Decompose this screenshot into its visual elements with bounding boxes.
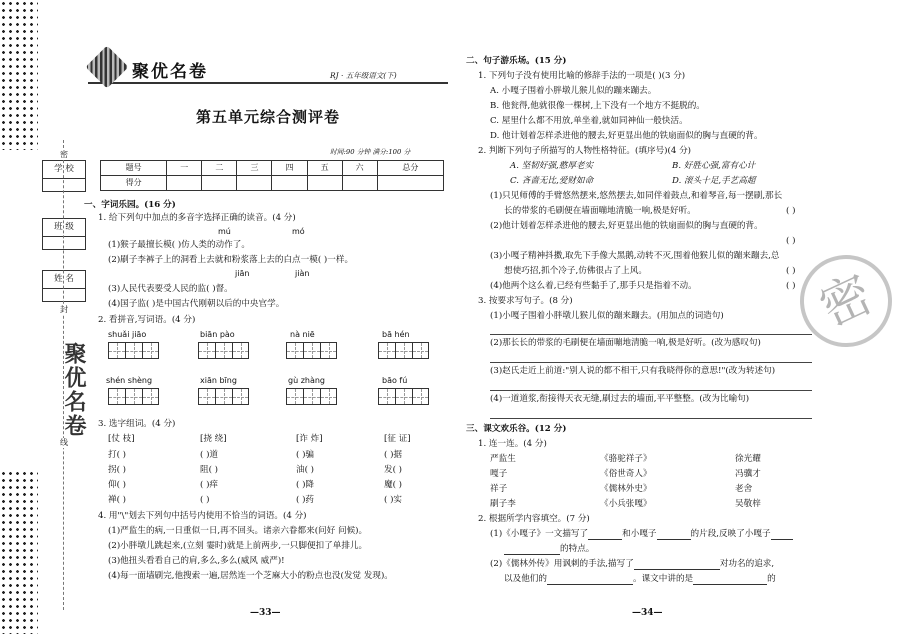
score-header: 三 xyxy=(237,161,272,176)
question-2-2-item-1-cont: 长的带浆的毛刷便在墙面嘣地清脆一响,极是好听。 xyxy=(504,206,696,216)
match-right-item[interactable]: 吴敬梓 xyxy=(735,499,761,509)
fill-item[interactable]: ( )实 xyxy=(384,495,403,505)
question-1-1: 1. 给下列句中加点的多音字选择正确的读音。(4 分) xyxy=(98,213,296,223)
question-2-2: 2. 判断下列句子所描写的人物性格特征。(填序号)(4 分) xyxy=(478,146,692,156)
blank[interactable] xyxy=(547,576,633,585)
match-mid-item[interactable]: 《小兵张嘎》 xyxy=(600,499,652,509)
blank[interactable] xyxy=(634,561,720,570)
char-group: [挠 绕] xyxy=(200,434,227,444)
fill-item[interactable]: 打( ) xyxy=(108,450,127,460)
confidential-stamp: 密 xyxy=(785,240,900,362)
blank[interactable] xyxy=(588,531,622,540)
option-a: A. 小嘎子围着小胖墩儿猴儿似的蹦来蹦去。 xyxy=(490,86,657,96)
score-header: 二 xyxy=(202,161,237,176)
blank[interactable] xyxy=(504,546,560,555)
score-cell[interactable] xyxy=(202,176,237,191)
match-right-item[interactable]: 老舍 xyxy=(735,484,753,494)
decorative-dot-pattern-bottom xyxy=(0,470,38,634)
fill-text: (1)《小嘎子》一文描写了 xyxy=(490,529,589,539)
fill-text: (2)《儒林外传》用讽刺的手法,描写了 xyxy=(490,559,634,569)
score-header: 一 xyxy=(167,161,202,176)
score-cell[interactable] xyxy=(377,176,443,191)
char-group: [征 证] xyxy=(384,434,411,444)
writing-grid[interactable] xyxy=(108,342,159,359)
seal-char-xian: 线 xyxy=(60,438,68,447)
fill-item[interactable]: ( )降 xyxy=(296,480,315,490)
answer-line[interactable] xyxy=(490,362,812,363)
pinyin-label: biān pào xyxy=(200,330,235,339)
match-left-item[interactable]: 严监生 xyxy=(490,454,516,464)
pinyin-label: shén shèng xyxy=(106,376,153,385)
fill-item[interactable]: ( )道 xyxy=(200,450,219,460)
series-label: RJ · 五年级语文(下) xyxy=(330,71,397,80)
pinyin-label: bā hén xyxy=(382,330,410,339)
question-1-1-item-2: (2)刷子李裤子上的洞看上去就和粉浆落上去的白点一模( )一样。 xyxy=(108,255,354,265)
school-label: 学 校 xyxy=(43,161,85,179)
pinyin-label: bāo fú xyxy=(382,376,408,385)
answer-paren[interactable]: ( ) xyxy=(786,281,796,291)
answer-paren[interactable]: ( ) xyxy=(786,206,796,216)
score-header: 六 xyxy=(342,161,377,176)
question-1-1-item-1: (1)猴子最擅长模( )仿人类的动作了。 xyxy=(108,240,250,250)
question-2-3-item-1: (1)小嘎子围着小胖墩儿猴儿似的蹦来蹦去。(用加点的词造句) xyxy=(490,311,724,321)
question-1-2: 2. 看拼音,写词语。(4 分) xyxy=(98,315,196,325)
score-table xyxy=(100,160,444,191)
score-cell[interactable] xyxy=(307,176,342,191)
score-cell[interactable] xyxy=(167,176,202,191)
pinyin-jian1: jiān xyxy=(235,269,250,278)
fill-item[interactable]: 拐( ) xyxy=(108,465,127,475)
writing-grid[interactable] xyxy=(198,342,249,359)
pinyin-label: gù zhàng xyxy=(288,376,326,385)
binding-strip xyxy=(38,0,87,634)
writing-grid[interactable] xyxy=(108,388,159,405)
match-left-item[interactable]: 刷子李 xyxy=(490,499,516,509)
question-1-4-item-3: (3)他扭头看看自己的肩,多么,多么(威风 威严)! xyxy=(108,556,285,566)
question-3-2: 2. 根据所学内容填空。(7 分) xyxy=(478,514,590,524)
fill-item[interactable]: ( )据 xyxy=(384,450,403,460)
char-group: [仗 枝] xyxy=(108,434,135,444)
section-1-title: 一、字词乐园。(16 分) xyxy=(84,200,176,210)
question-2-2-item-3-cont: 想使巧招,抓个冷子,仿佛很占了上风。 xyxy=(504,266,647,276)
time-score-info: 时间:90 分钟 满分:100 分 xyxy=(330,148,411,156)
question-1-4-item-1: (1)严监生的病,一日重似一日,再不回头。诸亲六眷都来(问好 问候)。 xyxy=(108,526,368,536)
question-1-4-item-4: (4)每一面墙刷完,他搜索一遍,居然连一个芝麻大小的粉点也没(发觉 发现)。 xyxy=(108,571,393,581)
question-1-1-item-4: (4)国子监( )是中国古代刚朝以后的中央官学。 xyxy=(108,299,285,309)
match-mid-item[interactable]: 《俗世奇人》 xyxy=(600,469,652,479)
answer-paren[interactable]: ( ) xyxy=(786,236,796,246)
fill-text: 以及他们的 xyxy=(504,574,547,584)
match-right-item[interactable]: 徐光耀 xyxy=(735,454,761,464)
answer-line[interactable] xyxy=(490,334,812,335)
fill-item[interactable]: 魔( ) xyxy=(384,480,403,490)
page-number-left: —33— xyxy=(250,608,281,618)
question-2-2-item-1: (1)只见师傅的手臂悠然摆来,悠然摆去,如同伴着鼓点,和着琴音,每一摆刷,那长 xyxy=(490,191,783,201)
char-group: [诈 炸] xyxy=(296,434,323,444)
brand-name: 聚优名卷 xyxy=(132,62,208,82)
pinyin-label: shuǎi jiāo xyxy=(108,330,147,339)
match-mid-item[interactable]: 《骆驼祥子》 xyxy=(600,454,652,464)
pinyin-jian2: jiàn xyxy=(295,269,310,278)
fill-item[interactable]: 发( ) xyxy=(384,465,403,475)
trait-option: C. 吝啬无比,爱财如命 xyxy=(510,176,594,186)
section-3-title: 三、课文欢乐谷。(12 分) xyxy=(466,424,567,434)
question-2-2-item-4: (4)他两个这么着,已经有些黏手了,那手只是指着不动。 xyxy=(490,281,697,291)
answer-line[interactable] xyxy=(490,418,812,419)
class-label: 班 级 xyxy=(43,219,85,237)
fill-item[interactable]: 油( ) xyxy=(296,465,315,475)
question-2-1: 1. 下列句子没有使用比喻的修辞手法的一项是( )(3 分) xyxy=(478,71,686,81)
match-mid-item[interactable]: 《儒林外史》 xyxy=(600,484,652,494)
seal-char-mi: 密 xyxy=(60,150,68,159)
decorative-dot-pattern-top xyxy=(0,0,38,150)
fill-item[interactable]: 仰( ) xyxy=(108,480,127,490)
trait-option: A. 坚韧好强,憨厚老实 xyxy=(510,161,594,171)
match-left-item[interactable]: 祥子 xyxy=(490,484,508,494)
question-2-3-item-4: (4)一道道浆,衔接得天衣无缝,刷过去的墙面,平平整整。(改为比喻句) xyxy=(490,394,750,404)
blank[interactable] xyxy=(693,576,767,585)
page-number-right: —34— xyxy=(632,608,663,618)
writing-grid[interactable] xyxy=(286,388,337,405)
score-row-label: 得分 xyxy=(101,176,167,191)
question-3-1: 1. 连一连。(4 分) xyxy=(478,439,547,449)
pinyin-label: nà niē xyxy=(290,330,315,339)
score-header: 四 xyxy=(272,161,307,176)
question-2-3-item-2: (2)那长长的带浆的毛刷便在墙面嘣地清脆一响,极是好听。(改为感叹句) xyxy=(490,338,761,348)
question-2-3-item-3: (3)赵氏走近上前道:"别人说的都不相干,只有我晓得你的意思!"(改为转述句) xyxy=(490,366,776,376)
fill-text: 的 xyxy=(767,574,776,584)
writing-grid[interactable] xyxy=(198,388,249,405)
section-2-title: 二、句子游乐场。(15 分) xyxy=(466,56,567,66)
writing-grid[interactable] xyxy=(378,342,429,359)
answer-line[interactable] xyxy=(490,390,812,391)
fill-blank-2-cont xyxy=(504,574,776,585)
pinyin-mu: mú xyxy=(218,227,231,236)
score-cell[interactable] xyxy=(237,176,272,191)
fill-blank-2 xyxy=(490,559,774,570)
fill-item[interactable]: 阻( ) xyxy=(200,465,219,475)
blank[interactable] xyxy=(771,531,793,540)
option-b: B. 他瓮得,他就很像一棵树,上下没有一个地方不挺脱的。 xyxy=(490,101,705,111)
score-header: 总分 xyxy=(377,161,443,176)
fill-item[interactable]: ( )骗 xyxy=(296,450,315,460)
pinyin-label: xiān bīng xyxy=(200,376,237,385)
seal-line xyxy=(63,140,64,610)
match-right-item[interactable]: 冯骥才 xyxy=(735,469,761,479)
option-d: D. 他计划着怎样杀进他的腰去,好更显出他的铁扇面似的胸与直硬的背。 xyxy=(490,131,763,141)
question-1-3: 3. 选字组词。(4 分) xyxy=(98,419,176,429)
question-1-4-item-2: (2)小胖墩儿跳起来,(立刻 霎时)就是上前两步,一只脚便扣了单排儿。 xyxy=(108,541,368,551)
writing-grid[interactable] xyxy=(286,342,337,359)
fill-item[interactable]: ( ) xyxy=(200,495,210,505)
fill-blank-1-cont xyxy=(504,544,594,555)
answer-paren[interactable]: ( ) xyxy=(786,266,796,276)
question-1-1-item-3: (3)人民代表要受人民的监( )督。 xyxy=(108,284,233,294)
score-cell[interactable] xyxy=(342,176,377,191)
score-header: 五 xyxy=(307,161,342,176)
fill-item[interactable]: ( )药 xyxy=(296,495,315,505)
question-2-2-item-2: (2)他计划着怎样杀进他的腰去,好更显出他的铁扇面似的胸与直硬的背。 xyxy=(490,221,763,231)
trait-option: D. 滚头十足,手艺高超 xyxy=(672,176,756,186)
question-2-2-item-3: (3)小嘎子精神抖擞,取先下手像大黑鹅,动转不灭,围着他猴儿似的蹦来蹦去,总 xyxy=(490,251,780,261)
fill-item[interactable]: 禅( ) xyxy=(108,495,127,505)
fill-blank-1 xyxy=(490,529,793,540)
score-cell[interactable] xyxy=(272,176,307,191)
fill-item[interactable]: ( )痒 xyxy=(200,480,219,490)
pinyin-mo: mó xyxy=(292,227,305,236)
trait-option: B. 好胜心强,富有心计 xyxy=(672,161,756,171)
class-field[interactable] xyxy=(42,218,86,250)
question-1-4: 4. 用"\"划去下列句中括号内使用不恰当的词语。(4 分) xyxy=(98,511,307,521)
question-2-3: 3. 按要求写句子。(8 分) xyxy=(478,296,573,306)
fill-text: 的特点。 xyxy=(560,544,595,554)
fill-text: 的片段,反映了小嘎子 xyxy=(690,529,771,539)
school-field[interactable] xyxy=(42,160,86,192)
match-left-item[interactable]: 嘎子 xyxy=(490,469,508,479)
option-c: C. 屋里什么都不用放,单坐着,就如同神仙一般快活。 xyxy=(490,116,688,126)
fill-text: 和小嘎子 xyxy=(622,529,657,539)
side-brand-logo: 聚优名卷 xyxy=(61,342,87,438)
name-field[interactable] xyxy=(42,270,86,302)
fill-text: 对功名的追求, xyxy=(719,559,775,569)
writing-grid[interactable] xyxy=(378,388,429,405)
blank[interactable] xyxy=(657,531,691,540)
name-label: 姓 名 xyxy=(43,271,85,289)
page-title: 第五单元综合测评卷 xyxy=(195,108,340,126)
fill-text: 。课文中讲的是 xyxy=(632,574,694,584)
seal-char-feng: 封 xyxy=(60,305,68,314)
score-header: 题号 xyxy=(101,161,167,176)
